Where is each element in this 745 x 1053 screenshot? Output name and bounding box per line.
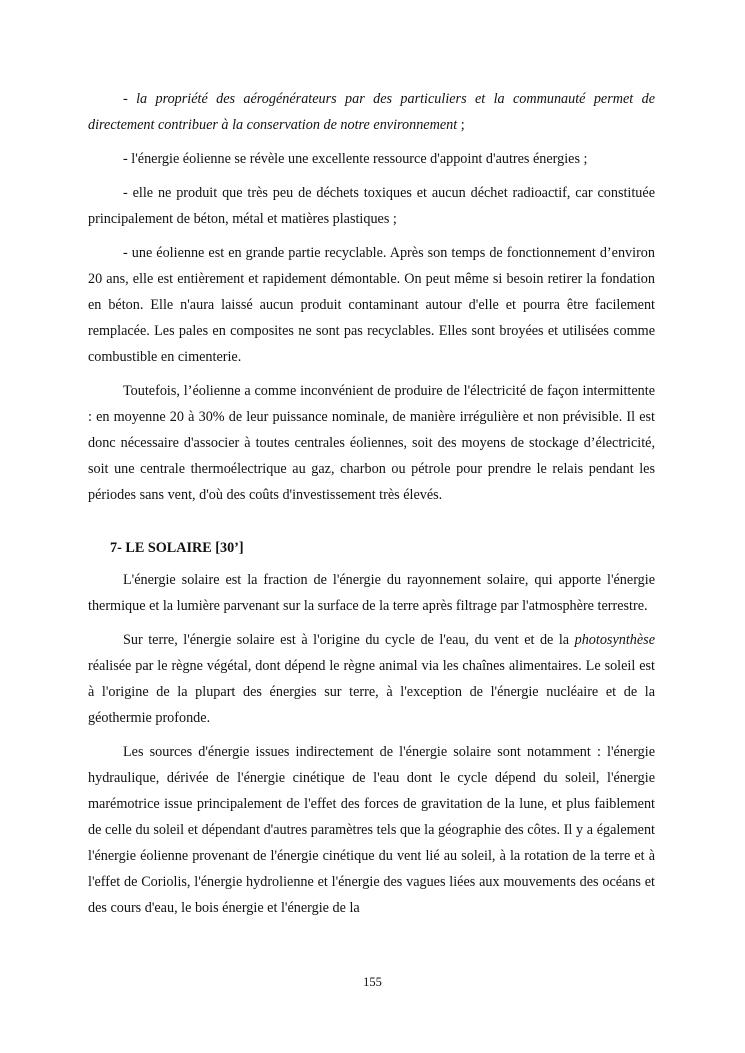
paragraph-solar-origin-start: Sur terre, l'énergie solaire est à l'origine du cycle de l'eau, du vent et de la — [123, 632, 575, 648]
paragraph-backup-energy: - l'énergie éolienne se révèle une excellente ressource d'appoint d'autres énergies ; — [123, 151, 588, 167]
paragraph-drawbacks: Toutefois, l’éolienne a comme inconvénient de produire de l'électricité de façon intermittente : en moyenne 20 à 30% de leur puissance nominale, de manière irrégulière et non prévisible. Il est donc nécessaire d'associer à toutes centrales éoliennes, soit des moyens de stockage d’électricité, soit une centrale thermoélectrique au gaz, charbon ou pétrole pour prendre le relais pendant les périodes sans vent, d'où des coûts d'investissement très élevés. — [88, 383, 655, 503]
paragraph-ownership — [88, 86, 655, 138]
paragraph-ownership-italic: - la propriété des aérogénérateurs par des particuliers et la communauté permet de directement contribuer à la conservation de notre environnement — [88, 91, 655, 133]
paragraph-solar-origin-italic: photosynthèse — [574, 632, 655, 648]
document-body — [88, 86, 655, 929]
paragraph-waste: - elle ne produit que très peu de déchets toxiques et aucun déchet radioactif, car constituée principalement de béton, métal et matières plastiques ; — [88, 185, 655, 227]
paragraph-solar-origin-end: réalisée par le règne végétal, dont dépend le règne animal via les chaînes alimentaires. Le soleil est à l'origine de la plupart des énergies sur terre, à l'exception de l'énergie nucléaire et de la géothermie profonde. — [88, 658, 655, 726]
paragraph-ownership-tail: ; — [457, 117, 465, 133]
paragraph-recyclable: - une éolienne est en grande partie recyclable. Après son temps de fonctionnement d’environ 20 ans, elle est entièrement et rapidement démontable. On peut même si besoin retirer la fondation en béton. Elle n'aura laissé aucun produit contaminant autour d'elle et pourra être facilement remplacée. Les pales en composites ne sont pas recyclables. Elles sont broyées et utilisées comme combustible en cimenterie. — [88, 245, 655, 365]
paragraph-solar-origin — [88, 627, 655, 731]
paragraph-indirect-sources: Les sources d'énergie issues indirectement de l'énergie solaire sont notamment : l'énergie hydraulique, dérivée de l'énergie cinétique de l'eau dont le cycle dépend du soleil, l'énergie marémotrice issue principalement de l'effet des forces de gravitation de la lune, et plus faiblement de celle du soleil et dépendant d'autres paramètres tels que la géographie des côtes. Il y a également l'énergie éolienne provenant de l'énergie cinétique du vent lié au soleil, à la rotation de la terre et à l'effet de Coriolis, l'énergie hydrolienne et l'énergie des vagues liées aux mouvements des océans et des cours d'eau, le bois énergie et l'énergie de la — [88, 744, 655, 916]
paragraph-solar-definition: L'énergie solaire est la fraction de l'énergie du rayonnement solaire, qui apporte l'énergie thermique et la lumière parvenant sur la surface de la terre après filtrage par l'atmosphère terrestre. — [88, 572, 655, 614]
section-heading: 7- LE SOLAIRE [30’] — [110, 540, 244, 556]
page-number: 155 — [363, 975, 382, 989]
